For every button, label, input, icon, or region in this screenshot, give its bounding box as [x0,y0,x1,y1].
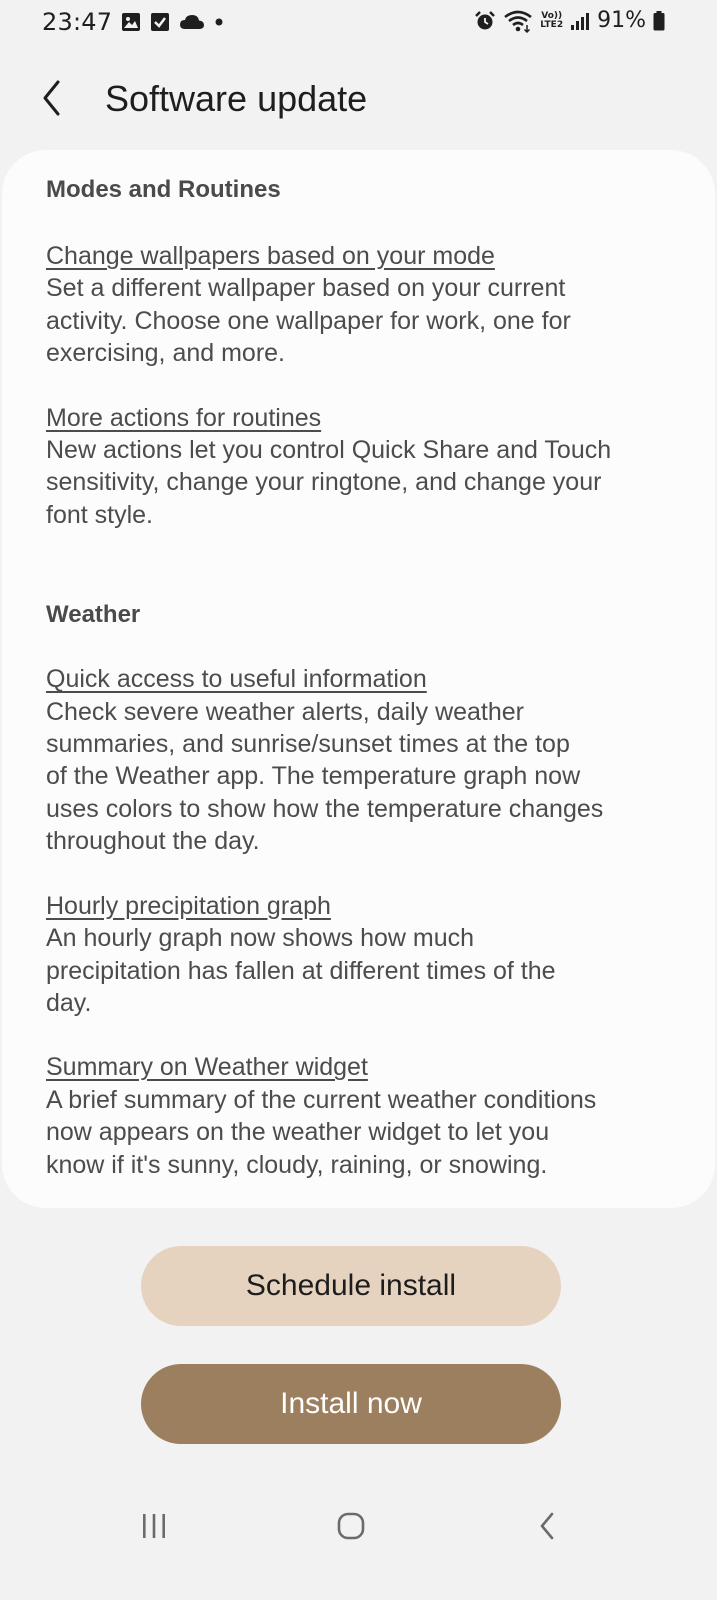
chevron-left-icon [40,79,64,117]
feature-description-line: of the Weather app. The temperature graph now [46,762,581,791]
feature-description-line: Check severe weather alerts, daily weather [46,697,525,726]
schedule-install-button[interactable]: Schedule install [141,1246,561,1326]
volte-icon [540,12,563,30]
home-icon [336,1511,366,1541]
feature-item [46,663,675,857]
back-icon [537,1511,559,1541]
volte-line1: Vo)) [541,10,563,21]
app-header [0,70,717,130]
section-title: Modes and Routines [46,176,281,203]
install-now-button[interactable]: Install now [141,1364,561,1444]
feature-description-line: throughout the day. [46,827,260,856]
feature-description-line: A brief summary of the current weather conditions [46,1085,597,1114]
navigation-bar [0,1500,717,1550]
feature-description-line: Set a different wallpaper based on your current [46,274,566,303]
volte-line2: LTE2 [540,19,564,30]
battery-percent: 91% [597,8,646,33]
feature-description-line: sensitivity, change your ringtone, and change your [46,468,602,497]
feature-title: Quick access to useful information [46,665,427,694]
wifi-icon [503,9,533,33]
feature-description-line: exercising, and more. [46,339,286,368]
feature-title: More actions for routines [46,403,322,432]
feature-item [46,240,675,370]
feature-description-line: summaries, and sunrise/sunset times at the top [46,730,570,759]
feature-title: Hourly precipitation graph [46,891,331,920]
battery-icon [653,11,665,31]
feature-description-line: New actions let you control Quick Share and Touch [46,436,612,465]
feature-description-line: precipitation has fallen at different times of the [46,956,556,985]
feature-description-line: now appears on the weather widget to let you [46,1118,550,1147]
feature-description-line: day. [46,988,92,1017]
gallery-icon [121,12,141,32]
recents-icon [139,1512,169,1540]
back-button[interactable] [30,76,74,120]
status-left [42,8,224,36]
cloud-icon [179,13,205,31]
home-button[interactable] [329,1504,373,1548]
feature-item [46,402,675,532]
feature-description-line: font style. [46,500,153,529]
release-notes-card[interactable] [2,150,715,1208]
feature-title: Summary on Weather widget [46,1053,368,1082]
feature-description-line: know if it's sunny, cloudy, raining, or snowing. [46,1150,548,1179]
feature-description-line: uses colors to show how the temperature changes [46,794,604,823]
dot-icon [214,17,224,27]
status-time: 23:47 [42,8,113,36]
signal-icon [570,11,590,31]
page-title: Software update [105,78,368,119]
feature-title: Change wallpapers based on your mode [46,242,495,270]
feature-description-line: An hourly graph now shows how much [46,924,475,953]
section-title: Weather [46,601,141,629]
recents-button[interactable] [132,1504,176,1548]
feature-item [46,1051,675,1181]
feature-item [46,890,675,1020]
nav-back-button[interactable] [526,1504,570,1548]
status-right [474,8,665,33]
alarm-icon [474,10,496,32]
checkbox-icon [150,12,170,32]
section-modes-and-routines [46,174,675,531]
status-bar [0,0,717,48]
feature-description-line: activity. Choose one wallpaper for work, one for [46,306,571,335]
section-weather [46,599,675,1181]
